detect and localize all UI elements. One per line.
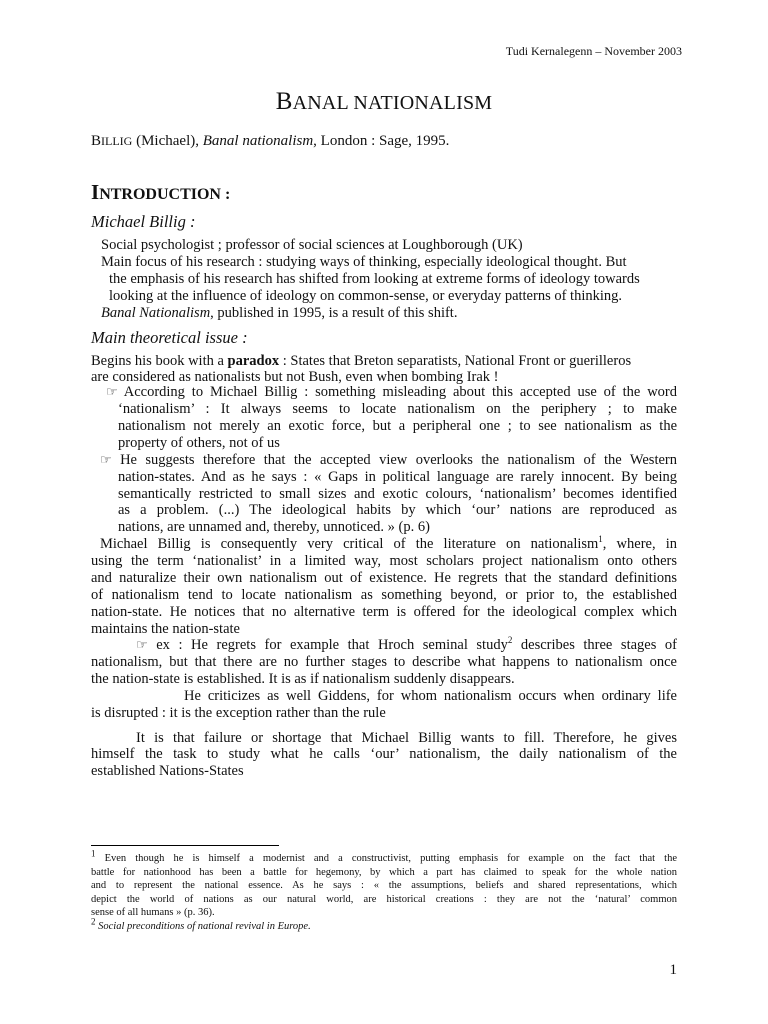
hand-pointer-icon: ☞ [106, 384, 118, 399]
paragraph-line: maintains the nation-state [91, 621, 240, 637]
footnote-line: battle for nationhood has been a battle for hegemony, by which a part has claimed to speak for the whole nation [91, 867, 677, 878]
footnote-ref[interactable]: 2 [507, 635, 513, 646]
title-initial: B [275, 88, 293, 115]
footnote-number: 1 [91, 848, 96, 859]
example-line: nationalism, but that there are no further stages to describe what happens to nationalism once [91, 654, 677, 670]
intro-rest: NTRODUCTION : [99, 186, 231, 203]
publisher-info: , London : Sage, 1995. [313, 133, 450, 149]
author-surname: ILLIG [101, 134, 133, 148]
footnote-line: depict the world of nations as our natural world, are historical creations : they are not the ‘natural’ common [91, 894, 677, 905]
bio-line: Social psychologist ; professor of social sciences at Loughborough (UK) [101, 237, 523, 253]
footnote-number: 2 [91, 916, 96, 927]
hand-pointer-icon: ☞ [136, 637, 148, 652]
paragraph-line: nation-state. He notices that no alternative term is offered for the ideological complex which [91, 604, 677, 620]
author-given-name: (Michael), [132, 133, 203, 149]
bullet-line [106, 384, 677, 401]
bullet-line: nation-states. And as he says : « Gaps in political language are rarely innocent. By being [118, 469, 677, 485]
paragraph-line [100, 536, 677, 553]
bio-line: looking at the influence of ideology on common-sense, or everyday patterns of thinking. [109, 288, 623, 304]
paragraph-line: established Nations-States [91, 763, 244, 779]
text-run: Michael Billig is consequently very critical of the literature on nationalism [100, 536, 599, 552]
bio-line: Main focus of his research : studying ways of thinking, especially ideological thought. But [101, 254, 627, 270]
book-title: Banal nationalism [202, 133, 314, 149]
running-header: Tudi Kernalegenn – November 2003 [505, 44, 682, 58]
paragraph-line: and naturalize their own nationalism out of existence. He regrets that the standard definitions [91, 570, 677, 586]
bullet-line: ‘nationalism’ : It always seems to locate nationalism on the periphery ; to make [118, 401, 677, 417]
paragraph-line: It is that failure or shortage that Michael Billig wants to fill. Therefore, he gives [136, 730, 677, 746]
section-heading-billig: Michael Billig : [91, 212, 196, 231]
title-rest: ANAL NATIONALISM [292, 92, 493, 114]
bio-line-rest: , published in 1995, is a result of this shift. [210, 305, 458, 321]
paragraph-line: using the term ‘nationalist’ in a limited way, most scholars project nationalism onto others [91, 553, 677, 569]
example-line [136, 637, 677, 654]
text-run: , where, in [602, 536, 678, 552]
footnote-line: and to represent the national essence. As he says : « the assumptions, beliefs and shared representations, which [91, 880, 677, 891]
section-heading-theory: Main theoretical issue : [91, 328, 248, 347]
bio-line: the emphasis of his research has shifted from looking at extreme forms of ideology towards [109, 271, 640, 287]
text-run: Begins his book with a [91, 353, 228, 369]
text-run: Even though he is himself a modernist and a constructivist, putting emphasis for example on the fact that the [95, 853, 677, 864]
bullet-line [100, 452, 677, 469]
footnote-divider [91, 845, 279, 846]
paragraph-line: of nationalism tend to locate nationalism as something beyond, or prior to, the established [91, 587, 677, 603]
introduction-heading [91, 180, 230, 205]
bullet-line: property of others, not of us [118, 435, 280, 451]
text-run: describes three stages of [512, 637, 677, 653]
bullet-line: as a problem. (...) The ideological habits by which ‘our’ nations are reproduced as [118, 502, 677, 518]
footnote-line: sense of all humans » (p. 36). [91, 907, 215, 918]
footnote-title: Social preconditions of national revival in Europe. [95, 921, 311, 932]
text-run: ex : He regrets for example that Hroch seminal study [156, 637, 508, 653]
bibliographic-reference [91, 133, 449, 150]
bullet-line: nationalism not merely an exotic force, but a peripheral one ; to see nationalism as the [118, 418, 677, 434]
book-title: Banal Nationalism [101, 305, 211, 321]
text-run: : States that Breton separatists, National Front or guerilleros [279, 353, 632, 369]
emphasis-paradox: paradox [227, 353, 280, 369]
paragraph-line [91, 353, 631, 370]
example-line: the nation-state is established. It is as if nationalism suddenly disappears. [91, 671, 515, 687]
page-number: 1 [669, 962, 677, 978]
paragraph-line: himself the task to study what he calls ‘our’ nationalism, the daily nationalism of the [91, 746, 677, 762]
paragraph-line: He criticizes as well Giddens, for whom nationalism occurs when ordinary life [184, 688, 677, 704]
paragraph-line: is disrupted : it is the exception rather than the rule [91, 705, 386, 721]
bio-line [101, 305, 457, 322]
paragraph-line: are considered as nationalists but not Bush, even when bombing Irak ! [91, 369, 499, 385]
text-run: According to Michael Billig : something misleading about this accepted use of the word [123, 384, 677, 400]
bullet-line: semantically restricted to small sizes and exotic colours, ‘nationalism’ becomes identified [118, 486, 677, 502]
author-initial: B [91, 133, 102, 149]
page-title [0, 88, 768, 116]
bullet-line: nations, are unnamed and, thereby, unnoticed. » (p. 6) [118, 519, 430, 535]
intro-initial: I [91, 180, 100, 204]
hand-pointer-icon: ☞ [100, 452, 112, 467]
footnote-ref[interactable]: 1 [598, 534, 603, 545]
footnote-line [91, 848, 677, 864]
footnote-line [91, 916, 311, 932]
text-run: He suggests therefore that the accepted view overlooks the nationalism of the Western [120, 452, 677, 468]
